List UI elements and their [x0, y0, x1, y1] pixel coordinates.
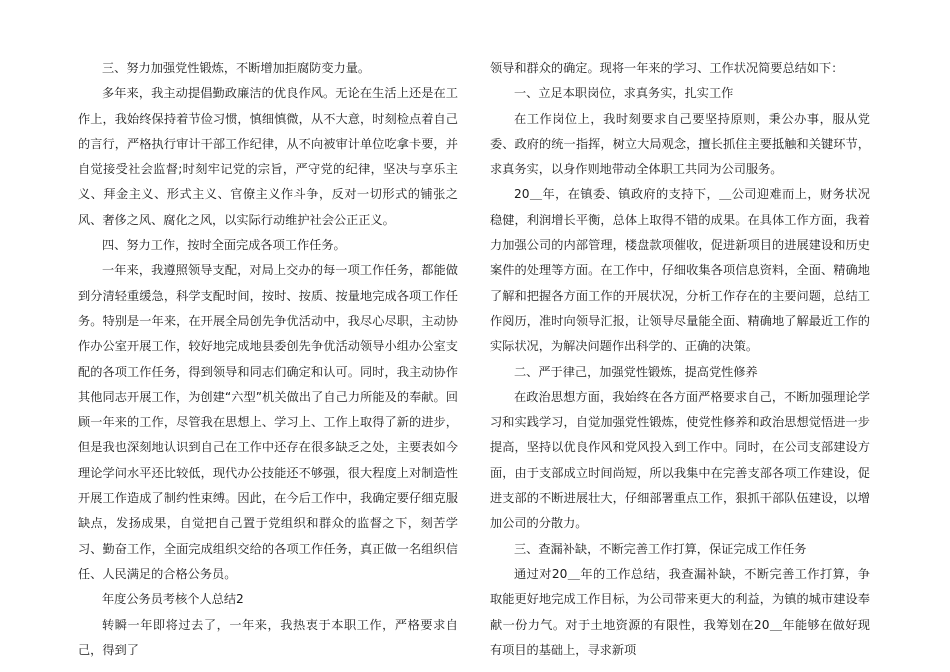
- body-paragraph: 在工作岗位上，我时刻要求自己要坚持原则，秉公办事，服从党委、政府的统一指挥，树立大局观念，擅长抓住主要抵触和关键环节，求真务实，以身作则地带动全体职工共同为公司服务。: [490, 111, 870, 177]
- body-paragraph: 通过对20＿年的工作总结，我查漏补缺，不断完善工作打算，争取能更好地完成工作目标，为公司带来更大的利益，为镇的城市建设奉献一份力气。对于土地资源的有限性，我筹划在20＿年能够在做好现有项目的基础上，寻求新项: [490, 566, 870, 657]
- body-paragraph: 在政治思想方面，我始终在各方面严格要求自己，不断加强理论学习和实践学习，自觉加强党性锻炼，使党性修养和政治思想觉悟进一步提高，坚持以优良作风和党风投入到工作中。同时，在公司支部建设方面，由于支部成立时间尚短，所以我集中在完善支部各项工作建设，促进支部的不断进展壮大，仔细部署重点工作，狠抓干部队伍建设，以增加公司的分散力。: [490, 389, 870, 531]
- body-paragraph: 多年来，我主动提倡勤政廉洁的优良作风。无论在生活上还是在工作上，我始终保持着节俭习惯，慎细慎微，从不大意，时刻检点着自己的言行，严格执行审计干部工作纪律，从不向被审计单位吃拿卡要，并自觉接受社会监督;时刻牢记党的宗旨，严守党的纪律，坚决与享乐主义、拜金主义、形式主义、官僚主义作斗争，反对一切形式的铺张之风、奢侈之风、腐化之风，以实际行动维护社会公正正义。: [78, 86, 458, 227]
- heading-paragraph: 二、严于律己，加强党性锻炼，提高党性修养: [514, 364, 758, 379]
- heading-paragraph: 三、查漏补缺，不断完善工作打算，保证完成工作任务: [514, 541, 807, 556]
- body-paragraph: 20＿年，在镇委、镇政府的支持下，＿公司迎难而上，财务状况稳健，利润增长平衡，总体上取得不错的成果。在具体工作方面，我着力加强公司的内部管理，楼盘款项催收，促进新项目的进展建设和历史案件的处理等方面。在工作中，仔细收集各项信息资料，全面、精确地了解和把握各方面工作的开展状况，分析工作存在的主要问题，总结工作阅历，准时向领导汇报，让领导尽量能全面、精确地了解最近工作的实际状况，为解决问题作出科学的、正确的决策。: [490, 187, 870, 354]
- section-title: 年度公务员考核个人总结2: [102, 592, 244, 607]
- heading-paragraph: 一、立足本职岗位，求真务实，扎实工作: [514, 86, 734, 101]
- body-paragraph: 一年来，我遵照领导支配，对局上交办的每一项工作任务，都能做到分清轻重缓急，科学支配时间，按时、按质、按量地完成各项工作任务。特别是一年来，在开展全局创先争优活动中，我尽心尽职，主动协作办公室开展工作，较好地完成地县委创先争优活动领导小组办公室支配的各项工作任务，得到领导和同志们确定和认可。同时，我主动协作其他同志开展工作，为创建“六型”机关做出了自己力所能及的奉献。回顾一年来的工作，尽管我在思想上、学习上、工作上取得了新的进步，但是我也深刻地认识到自己在工作中还存在很多缺乏之处，主要表如今理论学问水平还比较低，现代办公技能还不够强，很大程度上对制造性开展工作造成了制约性束缚。因此，在今后工作中，我确定要仔细克服缺点，发扬成果，自觉把自己置于党组织和群众的监督之下，刻苦学习、勤奋工作，全面完成组织交给的各项工作任务，真正做一名组织信任、人民满足的合格公务员。: [78, 263, 458, 581]
- heading-paragraph: 四、努力工作，按时全面完成各项工作任务。: [102, 238, 346, 253]
- heading-paragraph: 三、努力加强党性锻炼，不断增加拒腐防变力量。: [102, 61, 371, 75]
- right-column: [490, 56, 870, 663]
- body-paragraph: 转瞬一年即将过去了，一年来，我热衷于本职工作，严格要求自己，得到了: [78, 617, 458, 657]
- continued-paragraph: 领导和群众的确定。现将一年来的学习、工作状况简要总结如下：: [490, 61, 844, 75]
- left-column: [78, 56, 458, 663]
